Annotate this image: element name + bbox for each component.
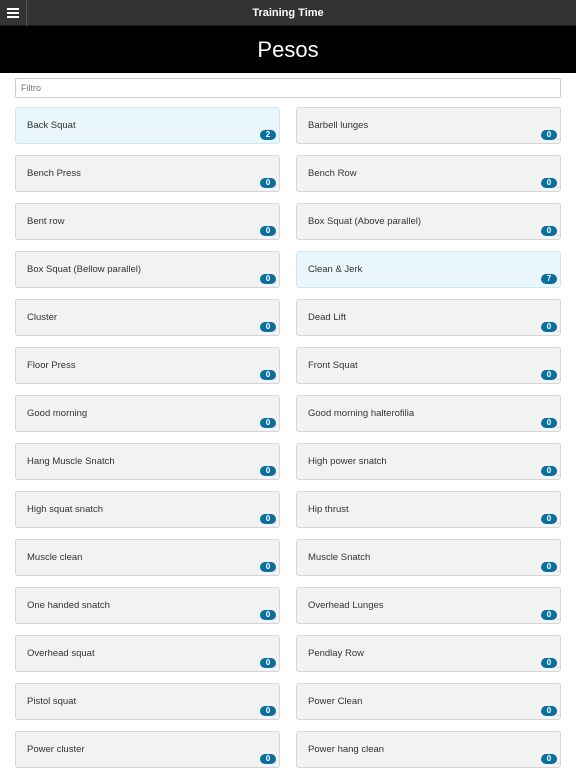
count-badge: 0 bbox=[260, 658, 276, 668]
count-badge: 0 bbox=[541, 514, 557, 524]
count-badge: 2 bbox=[260, 130, 276, 140]
exercise-label: Barbell lunges bbox=[308, 120, 369, 131]
exercise-label: Bench Press bbox=[27, 168, 81, 179]
exercise-label: Overhead Lunges bbox=[308, 600, 384, 611]
app-title: Training Time bbox=[252, 7, 324, 19]
exercise-item[interactable] bbox=[15, 443, 280, 480]
exercise-label: Dead Lift bbox=[308, 312, 347, 323]
exercise-label: Front Squat bbox=[308, 360, 358, 371]
filter-input[interactable] bbox=[15, 78, 561, 98]
count-badge: 0 bbox=[541, 322, 557, 332]
count-badge: 0 bbox=[260, 418, 276, 428]
exercise-item[interactable] bbox=[296, 395, 561, 432]
exercise-item[interactable] bbox=[15, 539, 280, 576]
exercise-label: Bent row bbox=[27, 216, 65, 227]
count-badge: 0 bbox=[260, 274, 276, 284]
exercise-label: High squat snatch bbox=[27, 504, 104, 515]
exercise-label: Floor Press bbox=[27, 360, 76, 371]
exercise-label: Power cluster bbox=[27, 744, 85, 755]
count-badge: 7 bbox=[541, 274, 557, 284]
exercise-item[interactable] bbox=[296, 299, 561, 336]
exercise-item[interactable] bbox=[296, 491, 561, 528]
exercise-label: Power hang clean bbox=[308, 744, 385, 755]
exercise-item[interactable] bbox=[296, 683, 561, 720]
exercise-label: Hang Muscle Snatch bbox=[27, 456, 115, 467]
exercise-item[interactable] bbox=[296, 251, 561, 288]
exercise-item[interactable] bbox=[296, 539, 561, 576]
count-badge: 0 bbox=[260, 370, 276, 380]
count-badge: 0 bbox=[260, 466, 276, 476]
exercise-label: Good morning bbox=[27, 408, 88, 419]
exercise-item[interactable] bbox=[296, 587, 561, 624]
exercise-label: Bench Row bbox=[308, 168, 357, 179]
count-badge: 0 bbox=[541, 658, 557, 668]
count-badge: 0 bbox=[541, 130, 557, 140]
exercise-label: Pendlay Row bbox=[308, 648, 364, 659]
exercise-item[interactable] bbox=[296, 203, 561, 240]
exercise-label: Power Clean bbox=[308, 696, 363, 707]
exercise-label: Hip thrust bbox=[308, 504, 349, 515]
exercise-label: Back Squat bbox=[27, 120, 76, 131]
count-badge: 0 bbox=[260, 610, 276, 620]
exercise-label: Overhead squat bbox=[27, 648, 95, 659]
count-badge: 0 bbox=[260, 322, 276, 332]
count-badge: 0 bbox=[541, 706, 557, 716]
count-badge: 0 bbox=[260, 178, 276, 188]
count-badge: 0 bbox=[541, 418, 557, 428]
exercise-item[interactable] bbox=[15, 251, 280, 288]
exercise-item[interactable] bbox=[15, 299, 280, 336]
exercise-label: Clean & Jerk bbox=[308, 264, 363, 275]
count-badge: 0 bbox=[541, 226, 557, 236]
exercise-label: Muscle Snatch bbox=[308, 552, 371, 563]
count-badge: 0 bbox=[260, 754, 276, 764]
count-badge: 0 bbox=[260, 514, 276, 524]
exercise-item[interactable] bbox=[296, 347, 561, 384]
exercise-item[interactable] bbox=[15, 203, 280, 240]
exercise-list bbox=[15, 107, 561, 768]
exercise-item[interactable] bbox=[15, 731, 280, 768]
count-badge: 0 bbox=[260, 706, 276, 716]
exercise-item[interactable] bbox=[15, 395, 280, 432]
count-badge: 0 bbox=[541, 370, 557, 380]
exercise-label: Cluster bbox=[27, 312, 58, 323]
exercise-item[interactable] bbox=[296, 107, 561, 144]
exercise-label: High power snatch bbox=[308, 456, 387, 467]
exercise-item[interactable] bbox=[15, 635, 280, 672]
top-bar bbox=[0, 0, 576, 26]
count-badge: 0 bbox=[541, 754, 557, 764]
exercise-label: Pistol squat bbox=[27, 696, 77, 707]
exercise-label: Good morning halterofilia bbox=[308, 408, 415, 419]
count-badge: 0 bbox=[541, 610, 557, 620]
exercise-item[interactable] bbox=[296, 155, 561, 192]
count-badge: 0 bbox=[541, 178, 557, 188]
exercise-item[interactable] bbox=[15, 107, 280, 144]
count-badge: 0 bbox=[541, 562, 557, 572]
exercise-label: Box Squat (Above parallel) bbox=[308, 216, 422, 227]
exercise-item[interactable] bbox=[15, 683, 280, 720]
count-badge: 0 bbox=[260, 562, 276, 572]
count-badge: 0 bbox=[541, 466, 557, 476]
exercise-item[interactable] bbox=[15, 587, 280, 624]
exercise-item[interactable] bbox=[15, 155, 280, 192]
exercise-item[interactable] bbox=[296, 635, 561, 672]
exercise-item[interactable] bbox=[296, 731, 561, 768]
count-badge: 0 bbox=[260, 226, 276, 236]
exercise-label: One handed snatch bbox=[27, 600, 110, 611]
exercise-item[interactable] bbox=[15, 491, 280, 528]
page-title: Pesos bbox=[0, 26, 576, 73]
exercise-item[interactable] bbox=[296, 443, 561, 480]
exercise-item[interactable] bbox=[15, 347, 280, 384]
exercise-label: Box Squat (Bellow parallel) bbox=[27, 264, 142, 275]
exercise-label: Muscle clean bbox=[27, 552, 83, 563]
